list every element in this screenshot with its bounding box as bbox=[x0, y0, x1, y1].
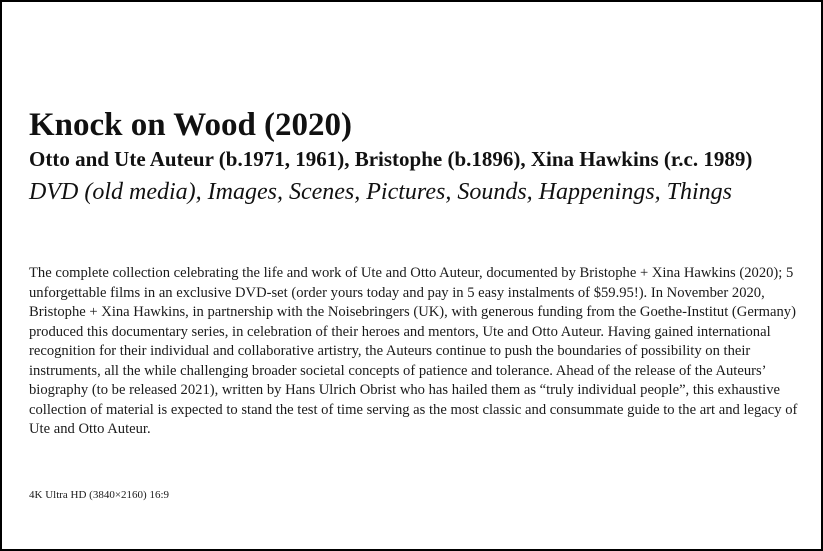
work-description: The complete collection celebrating the life and work of Ute and Otto Auteur, documented by Bristophe + Xina Hawkins (2020); 5 unforgettable films in an exclusive DVD-set (order yours today and pay in 5 easy instalments of $59.95!). In November 2020, Bristophe + Xina Hawkins, in partnership with the Noisebringers (UK), with generous funding from the Goethe-Institut (Germany) produced this documentary series, in celebration of their heroes and mentors, Ute and Otto Auteur. Having gained international recognition for their individual and collaborative artistry, the Auteurs continue to push the boundaries of possibility on their instruments, all the while challenging broader societal concepts of patience and tolerance. Ahead of the release of the Auteurs’ biography (to be released 2021), written by Hans Ulrich Obrist who has hailed them as “truly individual people”, this exhaustive collection of material is expected to stand the test of time serving as the most classic and consummate guide to the art and legacy of Ute and Otto Auteur. bbox=[29, 265, 798, 437]
work-artists: Otto and Ute Auteur (b.1971, 1961), Bristophe (b.1896), Xina Hawkins (r.c. 1989) bbox=[29, 147, 753, 171]
work-header bbox=[29, 105, 809, 208]
work-format: 4K Ultra HD (3840×2160) 16:9 bbox=[29, 489, 170, 501]
work-title: Knock on Wood (2020) bbox=[29, 107, 353, 143]
work-media: DVD (old media), Images, Scenes, Pictures, Sounds, Happenings, Things bbox=[29, 179, 733, 205]
